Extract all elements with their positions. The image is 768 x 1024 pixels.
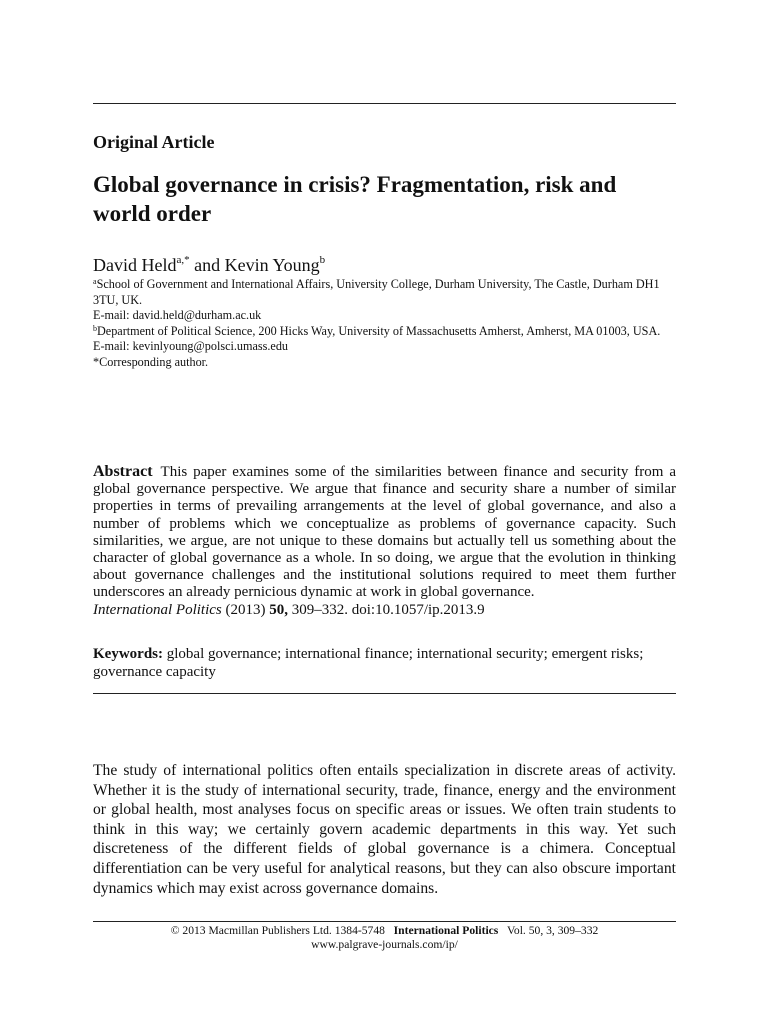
footer-line: [93, 924, 676, 938]
citation: [93, 602, 485, 618]
footer-rule: [93, 921, 676, 922]
affiliation: [93, 324, 676, 340]
author-email[interactable]: E-mail: kevinlyoung@polsci.umass.edu: [93, 339, 289, 354]
author-connector: and: [189, 255, 225, 275]
citation-year: (2013): [225, 601, 266, 618]
author-superscript: b: [319, 254, 326, 266]
keywords: [93, 646, 676, 681]
author-name: Kevin Young: [224, 255, 320, 275]
affiliation-text: Department of Political Science, 200 Hicks Way, University of Massachusetts Amherst, Amherst, MA 01003, USA.: [97, 323, 661, 338]
abstract-text: This paper examines some of the similarities between finance and security from a global governance perspective. We argue that finance and security share a number of similar properties in terms of prevailing arrangements at the level of global governance, and also a number of problems which we conceptualize as problems of governance capacity. Such similarities, we argue, are not unique to these domains but actually tell us something about the character of global governance as a whole. In so doing, we argue that the evolution in thinking about governance challenges and the institutional solutions required to meet them further underscores an already pernicious dynamic at work in global governance.: [93, 464, 676, 601]
citation-volume: 50,: [269, 601, 288, 618]
affiliation-marker: a: [93, 277, 97, 286]
citation-doi[interactable]: 309–332. doi:10.1057/ip.2013.9: [291, 601, 485, 618]
body-paragraph: The study of international politics often entails specialization in discrete areas of activity. Whether it is the study of international security, trade, finance, energy and the environment or global health, most analyses focus on specific areas or issues. We often train students to think in this way; we certainly govern academic departments in this way. Yet such discreteness of the different fields of global governance is a chimera. Conceptual differentiation can be very useful for analytical reasons, but they can also obscure important dynamics which may exist across governance domains.: [93, 762, 676, 897]
footer-copyright: © 2013 Macmillan Publishers Ltd. 1384-5748: [170, 924, 385, 937]
author-superscript: a,*: [176, 254, 190, 266]
article-title: Global governance in crisis? Fragmentation, risk and world order: [93, 172, 617, 226]
author-email[interactable]: E-mail: david.held@durham.ac.uk: [93, 308, 262, 323]
article-type-label: Original Article: [93, 132, 215, 152]
footer-url[interactable]: www.palgrave-journals.com/ip/: [311, 938, 458, 951]
affiliation-marker: b: [93, 323, 97, 333]
abstract-rule: [93, 693, 676, 694]
keywords-text: global governance; international finance; international security; emergent risks; governance capacity: [93, 646, 644, 680]
keywords-label: Keywords:: [93, 646, 163, 662]
page-footer: [93, 924, 676, 952]
corresponding-author-note: *Corresponding author.: [93, 354, 209, 369]
top-rule: [93, 103, 676, 104]
footer-journal: International Politics: [393, 924, 499, 937]
affiliation-text: School of Government and International Affairs, University College, Durham University, The Castle, Durham DH1 3TU, UK.: [93, 277, 660, 307]
author-name: David Held: [93, 255, 177, 275]
affiliations: [93, 277, 676, 371]
citation-journal: International Politics: [93, 601, 222, 618]
footer-volume: Vol. 50, 3, 309–332: [507, 924, 599, 937]
author-line: [93, 254, 676, 276]
abstract-label: Abstract: [93, 463, 153, 480]
affiliation: [93, 277, 676, 308]
abstract: [93, 463, 676, 619]
